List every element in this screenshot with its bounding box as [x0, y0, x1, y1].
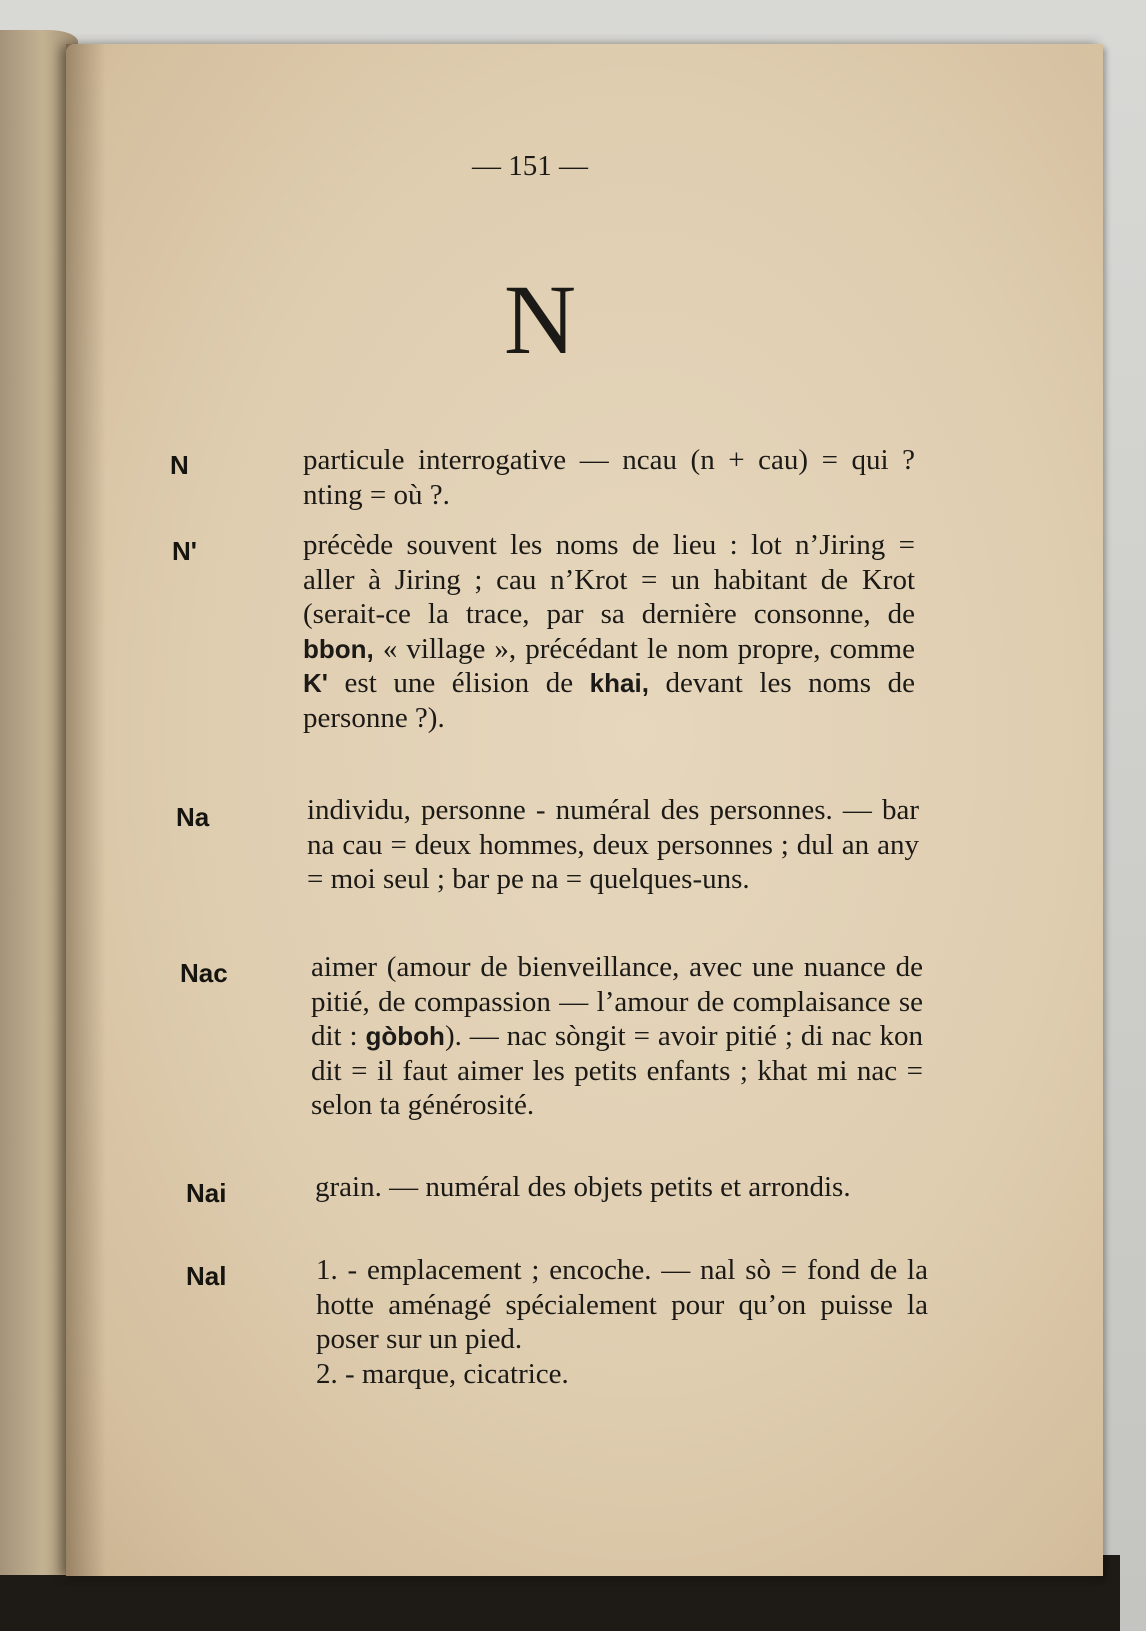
definition-sense-2: 2. - marque, cicatrice.: [316, 1357, 569, 1390]
definition: [316, 1253, 928, 1391]
bold-term: K': [303, 668, 328, 698]
headword: Na: [176, 802, 210, 832]
definition-text: aimer (amour de bienveillance, avec une nuance de pitié, de compassion — l’amour de complaisance se dit :: [311, 951, 923, 1052]
definition: individu, personne - numéral des personnes. — bar na cau = deux hommes, deux personnes ; dul an any = moi seul ; bar pe na = quelques-uns.: [307, 794, 919, 895]
definition-text: précède souvent les noms de lieu : lot n’Jiring = aller à Jiring ; cau n’Krot = un habitant de Krot (serait-ce la trace, par sa dernière consonne, de: [303, 529, 915, 630]
bold-term: khai,: [589, 668, 649, 698]
definition-text: est une élision de: [327, 667, 590, 699]
page-number: — 151 —: [472, 150, 588, 182]
headword: Nac: [180, 958, 228, 988]
definition: grain. — numéral des objets petits et arrondis.: [315, 1171, 851, 1203]
definition-text: « village », précédant le nom propre, comme: [373, 632, 915, 665]
headword: Nai: [186, 1178, 227, 1208]
headword: N': [172, 536, 197, 566]
definition-text: ). — nac sòngit = avoir pitié ; di nac kon dit = il faut aimer les petits enfants ; khat mi nac = selon ta générosité.: [311, 1020, 923, 1121]
headword: Nal: [186, 1261, 227, 1291]
definition: [303, 528, 915, 735]
definition: [311, 950, 923, 1123]
bold-term: bbon,: [303, 633, 374, 664]
bold-term: gòboh: [365, 1021, 445, 1051]
page-gutter-shadow: [66, 44, 106, 1576]
definition: particule interrogative — ncau (n + cau) = qui ? nting = où ?.: [303, 444, 915, 511]
section-letter: N: [503, 264, 577, 375]
definition-sense-1: 1. - emplacement ; encoche. — nal sò = fond de la hotte aménagé spécialement pour qu’on puisse la poser sur un pied.: [316, 1254, 928, 1355]
headword: N: [170, 450, 189, 480]
definition-text: devant les noms de personne ?).: [303, 667, 915, 734]
